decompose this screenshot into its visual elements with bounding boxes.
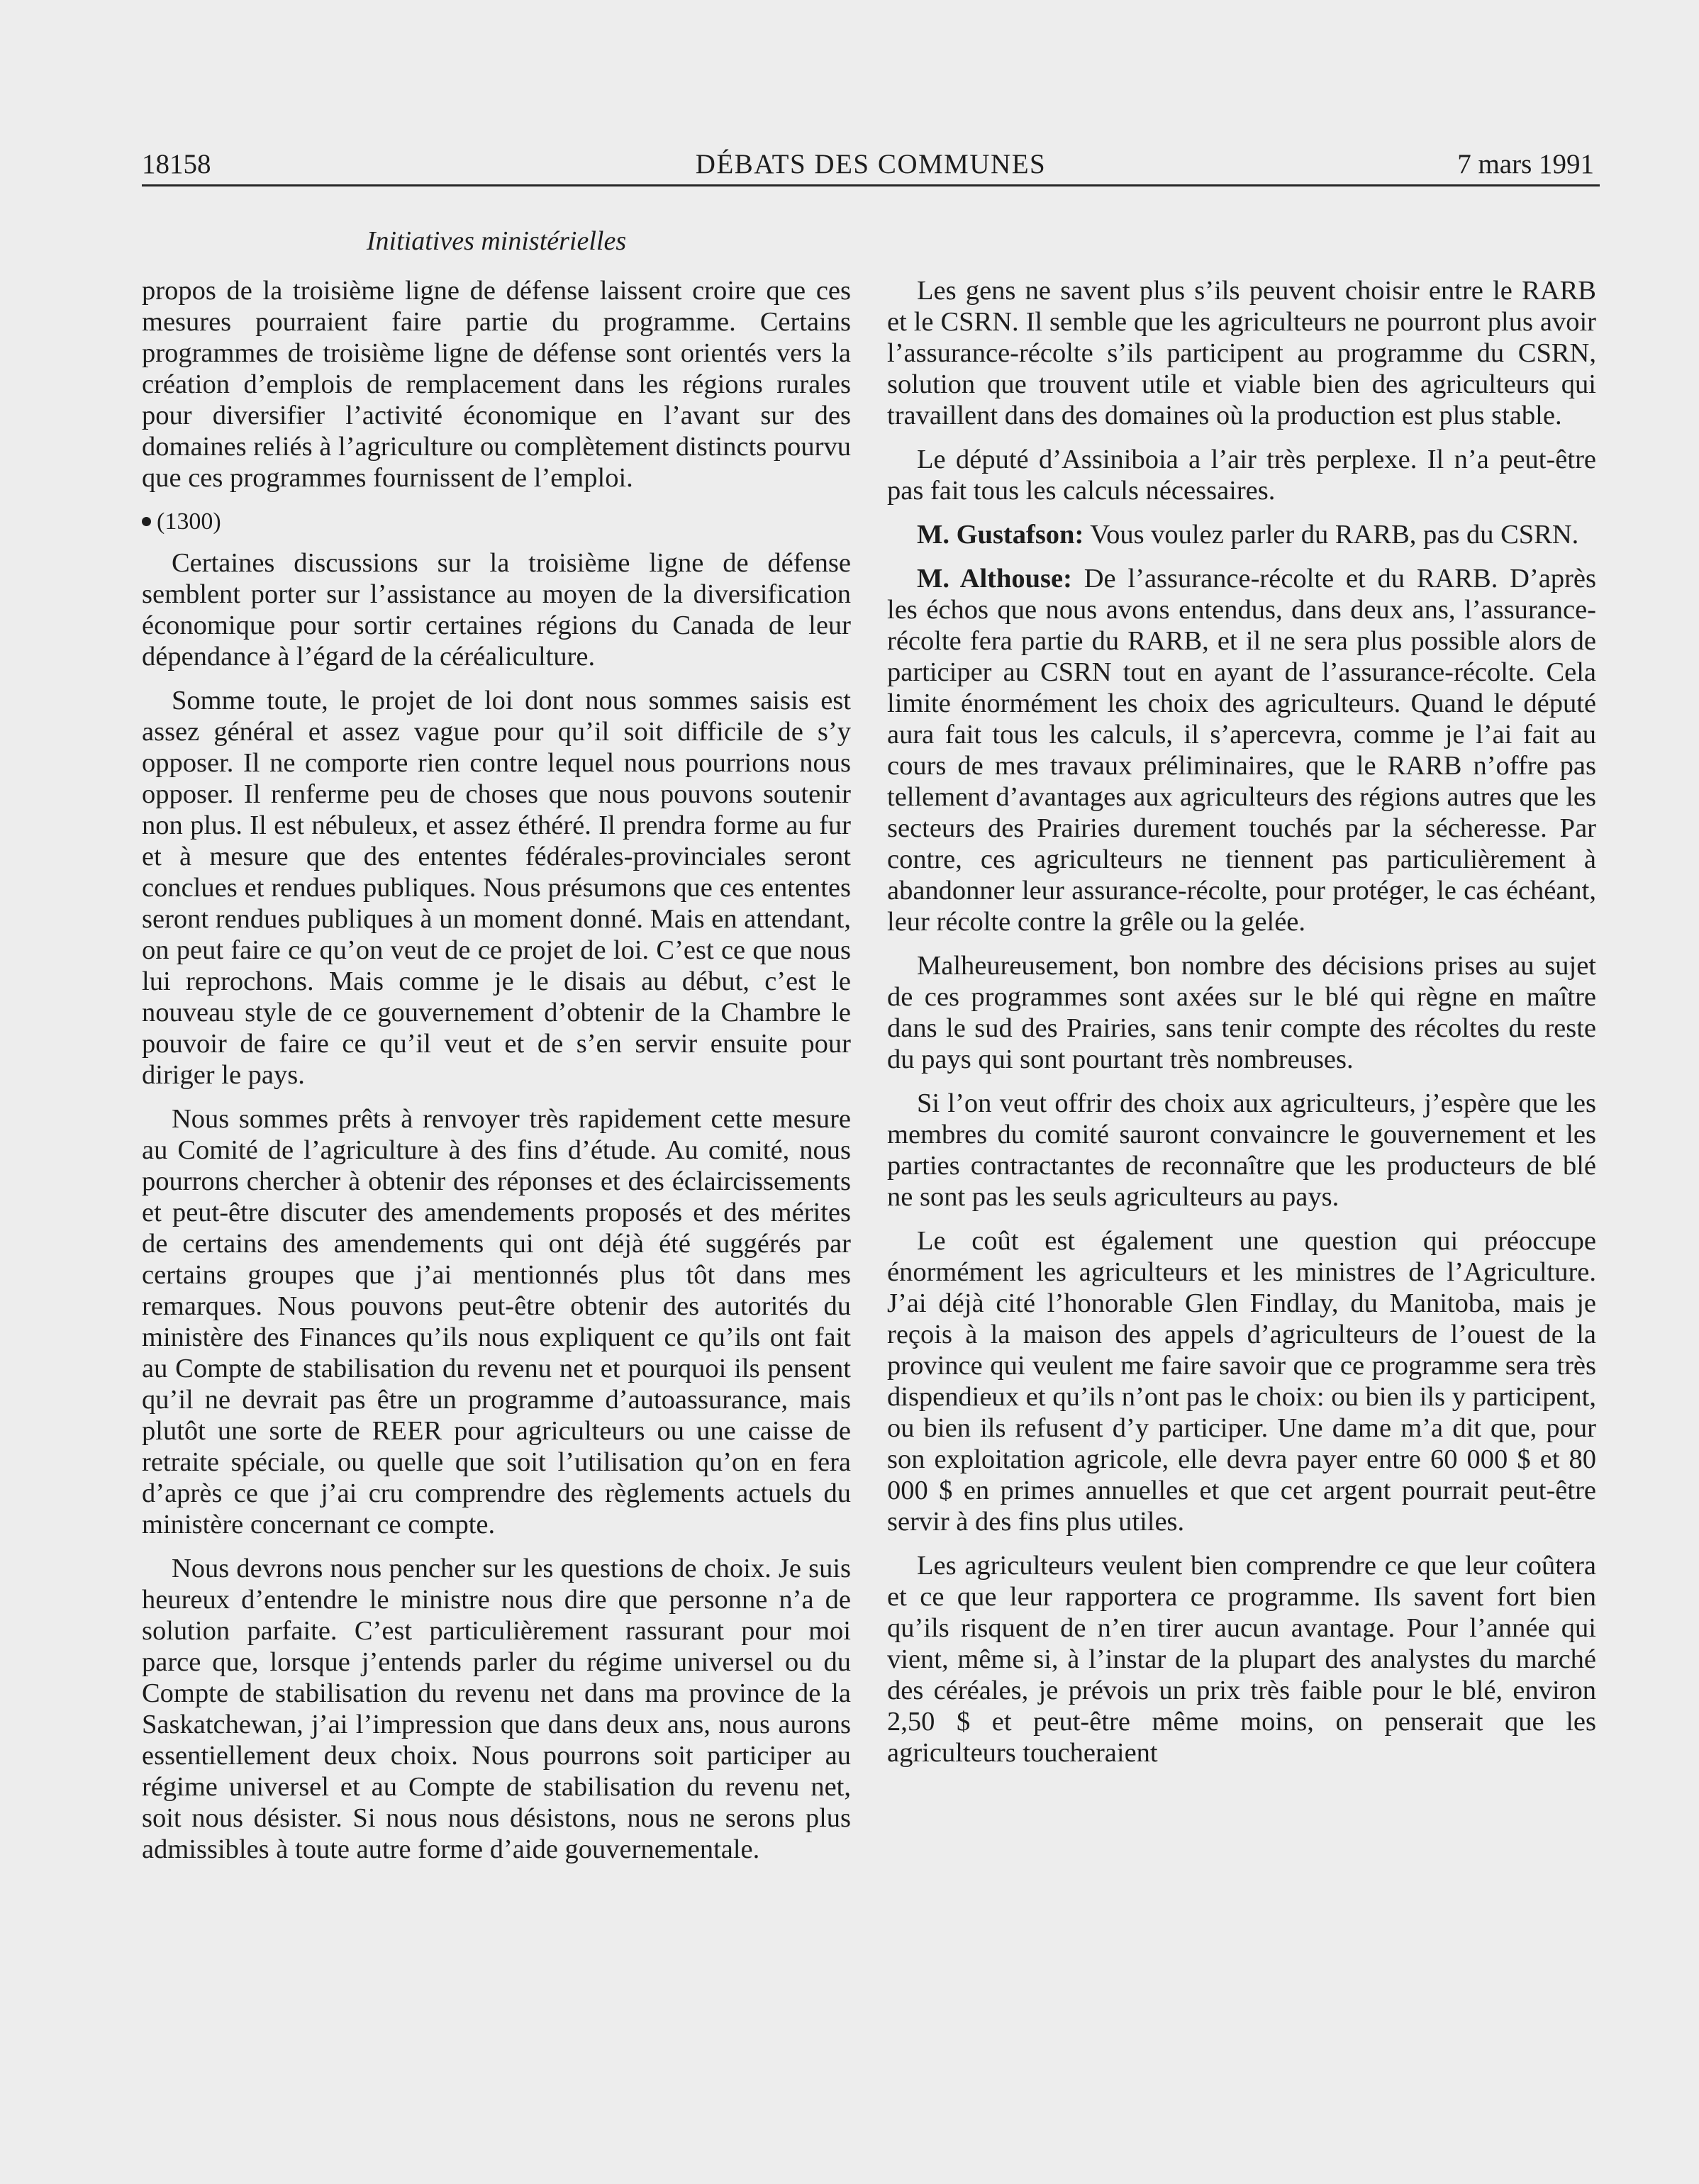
paragraph: Malheureusement, bon nombre des décisions prises au sujet de ces programmes sont axées sur le blé qui règne en maître dans le sud des Prairies, sans tenir compte des récoltes du reste du pays qui sont pourtant très nombreuses.: [887, 951, 1596, 1074]
paragraph: Nous devrons nous pencher sur les questions de choix. Je suis heureux d’entendre le ministre nous dire que personne n’a de solution parfaite. C’est particulièrement rassurant pour moi parce que, lorsque j’entends parler du régime universel ou du Compte de stabilisation du revenu net dans ma province de la Saskatchewan, j’ai l’impression que dans deux ans, nous aurons essentiellement deux choix. Nous pourrons soit participer au régime universel et au Compte de stabilisation du revenu net, soit nous désister. Si nous nous désistons, nous ne serons plus admissibles à toute autre forme d’aide gouvernementale.: [142, 1554, 851, 1864]
left-column: [142, 275, 851, 1878]
issue-date: 7 mars 1991: [1457, 149, 1594, 179]
speech-paragraph: [887, 563, 1596, 937]
section-title: Initiatives ministérielles: [366, 226, 627, 256]
right-column: [887, 275, 1596, 1781]
speaker-name: M. Althouse:: [917, 564, 1072, 594]
speaker-name: M. Gustafson:: [917, 520, 1084, 550]
paragraph: Somme toute, le projet de loi dont nous sommes saisis est assez général et assez vague pour qu’il soit difficile de s’y opposer. Il ne comporte rien contre lequel nous pourrions nous opposer. Il renferme peu de choses que nous pouvons soutenir non plus. Il est nébuleux, et assez éthéré. Il prendra forme au fur et à mesure que des ententes fédérales-provinciales seront conclues et rendues publiques. Nous présumons que ces ententes seront rendues publiques à un moment donné. Mais en attendant, on peut faire ce qu’on veut de ce projet de loi. C’est ce que nous lui reprochons. Mais comme je le disais au début, c’est le nouveau style de ce gouvernement d’obtenir de la Chambre le pouvoir de faire ce qu’il veut et de s’en servir ensuite pour diriger le pays.: [142, 686, 851, 1090]
paragraph: Certaines discussions sur la troisième ligne de défense semblent porter sur l’assistance au moyen de la diversification économique pour sortir certaines régions du Canada de leur dépendance à l’égard de la céréaliculture.: [142, 548, 851, 672]
speech-paragraph: [887, 519, 1596, 550]
paragraph: Si l’on veut offrir des choix aux agriculteurs, j’espère que les membres du comité sauront convaincre le gouvernement et les parties contractantes de reconnaître que les producteurs de blé ne sont pas les seuls agriculteurs au pays.: [887, 1088, 1596, 1212]
time-marker-label: (1300): [157, 508, 221, 535]
time-marker: [142, 506, 851, 537]
paragraph: Les agriculteurs veulent bien comprendre ce que leur coûtera et ce que leur rapportera ce programme. Ils savent fort bien qu’ils risquent de n’en tirer aucun avantage. Pour l’année qui vient, même si, à l’instar de la plupart des analystes du marché des céréales, je prévois un prix très faible pour le blé, environ 2,50 $ et peut-être même moins, on penserait que les agriculteurs toucheraient: [887, 1551, 1596, 1768]
page-header: [142, 145, 1600, 184]
paragraph: propos de la troisième ligne de défense laissent croire que ces mesures pourraient faire partie du programme. Certains programmes de troisième ligne de défense sont orientés vers la création d’emplois de remplacement dans les régions rurales pour diversifier l’activité économique en l’avant sur des domaines reliés à l’agriculture ou complètement distincts pourvu que ces programmes fournissent de l’emploi.: [142, 276, 851, 493]
header-rule: [142, 184, 1600, 186]
paragraph: Les gens ne savent plus s’ils peuvent choisir entre le RARB et le CSRN. Il semble que les agriculteurs ne pourront plus avoir l’assurance-récolte s’ils participent au programme du CSRN, solution que trouvent utile et viable bien des agriculteurs qui travaillent dans des domaines où la production est plus stable.: [887, 276, 1596, 430]
speech-text: De l’assurance-récolte et du RARB. D’après les échos que nous avons entendus, dans deux ans, l’assurance-récolte fera partie du RARB, et il ne sera plus possible alors de participer au CSRN tout en ayant de l’assurance-récolte. Cela limite énormément les choix des agriculteurs. Quand le député aura fait tous les calculs, il s’apercevra, comme je l’ai fait au cours de mes travaux préliminaires, que le RARB n’offre pas tellement d’avantages aux agriculteurs des régions autres que les secteurs des Prairies durement touchés par la sécheresse. Par contre, ces agriculteurs ne tiennent pas particulièrement à abandonner leur assurance-récolte, pour protéger, le cas échéant, leur récolte contre la grêle ou la gelée.: [887, 564, 1597, 937]
speech-text: Vous voulez parler du RARB, pas du CSRN.: [1084, 520, 1579, 550]
paragraph: Le coût est également une question qui préoccupe énormément les agriculteurs et les ministres de l’Agriculture. J’ai déjà cité l’honorable Glen Findlay, du Manitoba, mais je reçois à la maison des appels d’agriculteurs de l’ouest de la province qui veulent me faire savoir que ce programme sera très dispendieux et qu’ils n’ont pas le choix: ou bien ils y participent, ou bien ils refusent d’y participer. Une dame m’a dit que, pour son exploitation agricole, elle devra payer entre 60 000 $ et 80 000 $ en primes annuelles et que cet argent pourrait peut-être servir à des fins plus utiles.: [887, 1226, 1596, 1537]
paragraph: Le député d’Assiniboia a l’air très perplexe. Il n’a peut-être pas fait tous les calculs nécessaires.: [887, 445, 1596, 506]
page-number: 18158: [142, 149, 211, 179]
paragraph: Nous sommes prêts à renvoyer très rapidement cette mesure au Comité de l’agriculture à des fins d’étude. Au comité, nous pourrons chercher à obtenir des réponses et des éclaircissements et peut-être discuter des amendements proposés et des mérites de certains des amendements qui ont déjà été suggérés par certains groupes que j’ai mentionnés plus tôt dans mes remarques. Nous pouvons peut-être obtenir des autorités du ministère des Finances qu’ils nous expliquent ce qu’ils ont fait au Compte de stabilisation du revenu net et pourquoi ils pensent qu’il ne devrait pas être un programme d’autoassurance, mais plutôt une sorte de REER pour agriculteurs ou une caisse de retraite spéciale, ou quelle que soit l’utilisation qu’on en fera d’après ce que j’ai cru comprendre des règlements actuels du ministère concernant ce compte.: [142, 1104, 851, 1539]
journal-title: DÉBATS DES COMMUNES: [695, 149, 1047, 179]
bullet-icon: [142, 517, 151, 526]
